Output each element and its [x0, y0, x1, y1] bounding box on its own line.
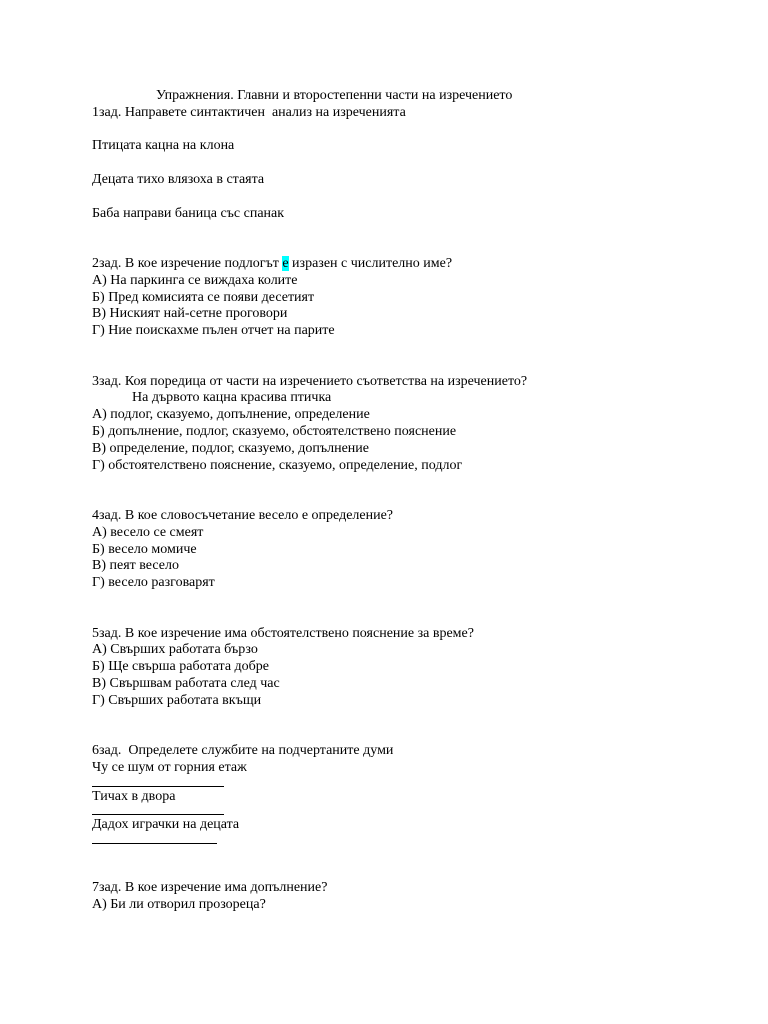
task5-prompt: 5зад. В кое изречение има обстоятелствено пояснение за време?	[92, 625, 474, 641]
document-title: Упражнения. Главни и второстепенни части на изречението	[156, 88, 513, 103]
answer-blank-line	[92, 805, 732, 817]
task2-prompt-end: изразен с числително име?	[288, 255, 453, 271]
task3-option: В) определение, подлог, сказуемо, допълнение	[92, 440, 370, 456]
task7-prompt: 7зад. В кое изречение има допълнение?	[92, 879, 328, 895]
task6-prompt: 6зад. Определете службите на подчертаните думи	[92, 743, 394, 759]
task3-option: Б) допълнение, подлог, сказуемо, обстоятелствено пояснение	[92, 423, 457, 439]
task2-option: Б) Пред комисията се появи десетият	[92, 289, 315, 305]
task3-option: А) подлог, сказуемо, допълнение, определение	[92, 407, 370, 423]
task1-sentence: Птицата кацна на клона	[92, 138, 235, 154]
task5-option: Б) Ще свърша работата добре	[92, 659, 270, 675]
task1-prompt: 1зад. Направете синтактичен анализ на изреченията	[92, 104, 406, 120]
task4-prompt: 4зад. В кое словосъчетание весело е определение?	[92, 507, 394, 523]
task5-option: В) Свършвам работата след час	[92, 675, 280, 691]
answer-blank-line	[92, 834, 732, 846]
task3-prompt: 3зад. Коя поредица от части на изречението съответства на изречението?	[92, 373, 528, 389]
document-page	[92, 88, 732, 913]
task2-option: В) Ниският най-сетне проговори	[92, 306, 288, 322]
task3-sentence: На дървото кацна красива птичка	[132, 390, 332, 406]
task6-sentence: Чу се шум от горния етаж	[92, 759, 247, 775]
task2-option: А) На паркинга се виждаха колите	[92, 272, 298, 288]
highlighted-word: е	[282, 255, 289, 271]
task5-option: Г) Свърших работата вкъщи	[92, 692, 262, 708]
task2-prompt-start: 2зад. В кое изречение подлогът	[92, 255, 283, 271]
task4-option: Г) весело разговарят	[92, 575, 215, 591]
answer-blank-line	[92, 777, 732, 789]
task5-option: А) Свърших работата бързо	[92, 642, 258, 658]
task3-option: Г) обстоятелствено пояснение, сказуемо, определение, подлог	[92, 457, 463, 473]
task2-option: Г) Ние поискахме пълен отчет на парите	[92, 323, 335, 339]
task6-sentence: Тичах в двора	[92, 788, 176, 804]
task6-sentence: Дадох играчки на децата	[92, 817, 240, 833]
task2-prompt	[92, 256, 732, 273]
task1-sentence: Баба направи баница със спанак	[92, 205, 285, 221]
task4-option: А) весело се смеят	[92, 524, 204, 540]
task4-option: Б) весело момиче	[92, 541, 197, 557]
task1-sentence: Децата тихо влязоха в стаята	[92, 171, 265, 187]
task7-option: А) Би ли отворил прозореца?	[92, 896, 266, 912]
task4-option: В) пеят весело	[92, 558, 179, 574]
